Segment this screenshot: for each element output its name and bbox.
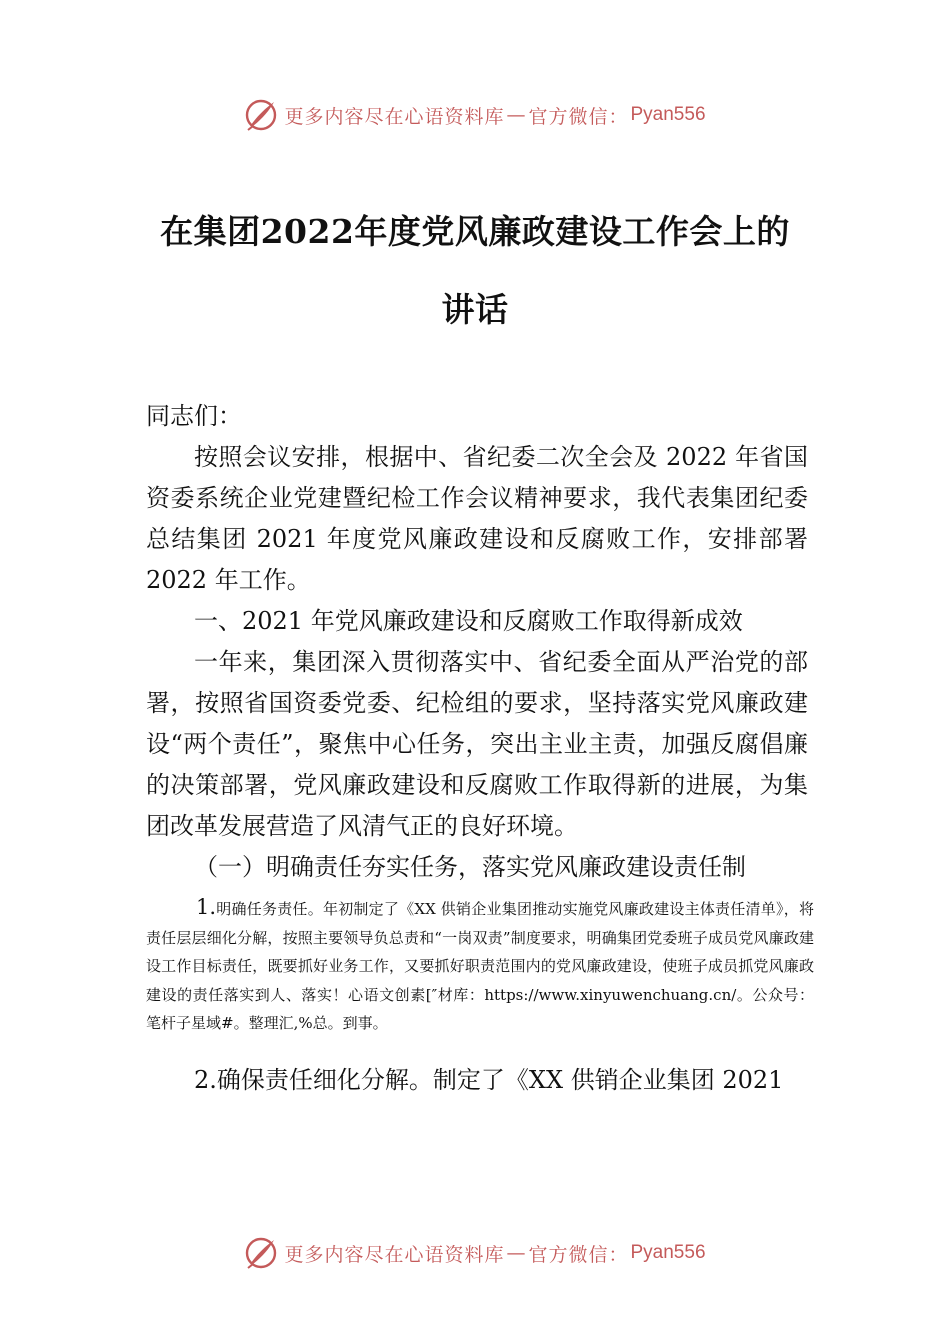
subsection-heading-1: （一）明确责任夯实任务，落实党风廉政建设责任制 — [194, 853, 746, 881]
item-1-text: 明确任务责任。年初制定了《XX 供销企业集团推动实施党风廉政建设主体责任清单》，将责任层层细化分解，按照主要领导负总责和“一岗双责”制度要求，明确集团党委班子成员党风廉政建设工作目标责任，既要抓好业务工作，又要抓好职责范围内的党风廉政建设，使班子成员抓党风廉政建设的责任落实到人、落实！心语文创素[″材库：https://www.xinyuwenchuang.cn/。公众号：笔杆子星域#。整理汇,%总。到事。 — [146, 900, 814, 1032]
watermark-contact-label: 官方微信： — [528, 105, 629, 128]
watermark-text: 更多内容尽在心语资料库 — [284, 1243, 505, 1266]
watermark-contact-label: 官方微信： — [528, 1243, 629, 1266]
watermark-text: 更多内容尽在心语资料库 — [284, 105, 505, 128]
item-2-paragraph: 2.确保责任细化分解。制定了《XX 供销企业集团 2021 — [194, 1066, 784, 1094]
paragraph-summary: 一年来，集团深入贯彻落实中、省纪委全面从严治党的部署，按照省国资委党委、纪检组的要求，坚持落实党风廉政建设“两个责任”，聚焦中心任务，突出主业主责，加强反腐倡廉的决策部署，党风廉政建设和反腐败工作取得新的进展，为集团改革发展营造了风清气正的良好环境。 — [146, 648, 808, 840]
paragraph-intro: 按照会议安排，根据中、省纪委二次全会及 2022 年省国资委系统企业党建暨纪检工作会议精神要求，我代表集团纪委总结集团 2021 年度党风廉政建设和反腐败工作，安排部署 2022 年工作。 — [146, 443, 808, 594]
watermark-contact-id: Pyan556 — [630, 1242, 706, 1263]
item-1-paragraph — [146, 893, 814, 1038]
salutation: 同志们： — [146, 402, 242, 430]
watermark-contact-id: Pyan556 — [630, 104, 706, 125]
watermark-separator: — — [506, 1242, 527, 1264]
document-body — [146, 396, 808, 888]
watermark-separator: — — [506, 104, 527, 126]
document-title-line1: 在集团2022年度党风廉政建设工作会上的 — [160, 212, 790, 251]
watermark-banner-bottom — [0, 1233, 950, 1273]
section-heading-1: 一、2021 年党风廉政建设和反腐败工作取得新成效 — [194, 607, 743, 635]
quill-logo-icon — [244, 98, 278, 132]
item-1-number: 1. — [196, 895, 217, 919]
document-title-line2: 讲话 — [441, 290, 509, 329]
watermark-banner-top — [0, 95, 950, 135]
quill-logo-icon — [244, 1236, 278, 1270]
